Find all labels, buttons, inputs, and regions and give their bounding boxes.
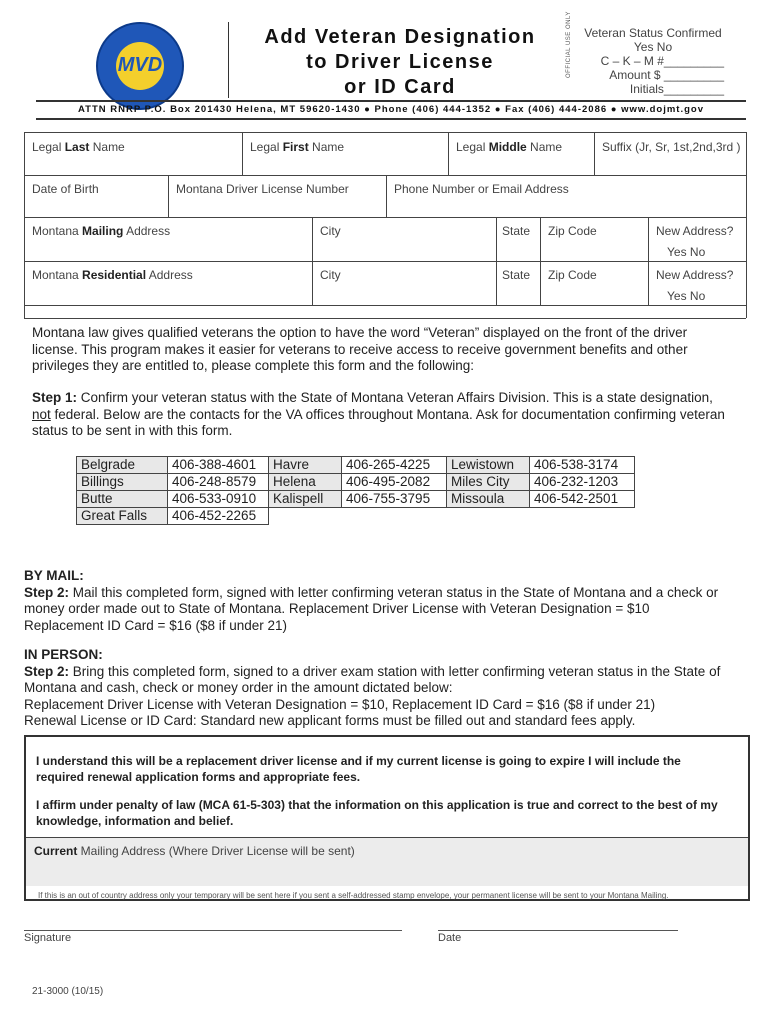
- grid-line: [24, 175, 746, 176]
- table-cell: 406-538-3174: [530, 457, 635, 474]
- understand-statement: I understand this will be a replacement driver license and if my current license is going to expire I will include the required renewal application forms and appropriate fees.: [36, 754, 681, 784]
- table-cell: 406-755-3795: [342, 491, 447, 508]
- grid-line: [648, 217, 649, 305]
- residential-zip-field[interactable]: Zip Code: [548, 268, 597, 282]
- table-cell: 406-388-4601: [168, 457, 269, 474]
- grid-line: [594, 132, 595, 175]
- in-person-heading: IN PERSON:: [24, 647, 103, 662]
- status-amount[interactable]: Amount $ _________: [609, 68, 724, 82]
- grid-line: [540, 217, 541, 305]
- mailing-state-field[interactable]: State: [502, 224, 531, 238]
- mailing-city-field[interactable]: City: [320, 224, 341, 238]
- mailing-zip-field[interactable]: Zip Code: [548, 224, 597, 238]
- grid-line: [496, 217, 497, 305]
- status-yes-no[interactable]: Yes No: [633, 40, 673, 54]
- table-cell-empty: [269, 508, 342, 525]
- intro-paragraph: Montana law gives qualified veterans the option to have the word “Veteran” displayed on the front of the driver license. This program makes it easier for veterans to receive access to receive government benefits and other privileges they are entitled to, please complete this form and the following:: [32, 325, 688, 373]
- header-divider: [228, 22, 229, 98]
- table-cell: 406-452-2265: [168, 508, 269, 525]
- table-cell: Helena: [269, 474, 342, 491]
- in-person-section: IN PERSON: Step 2: Bring this completed form, signed to a driver exam station with letter confirming veteran status in the State of Montana and cash, check or money order in the amount dictated below: Replacement Driver License with Veteran Designation = $10, Replacement ID Card = $16 ($8 if under 21) Renewal License or ID Card: Standard new applicant forms must be filled out and standard fees apply.: [24, 647, 739, 730]
- title-line-1: Add Veteran Designation: [264, 26, 536, 48]
- table-cell: 406-533-0910: [168, 491, 269, 508]
- out-of-country-note: If this is an out of country address only your temporary will be sent here if you sent a self-addressed stamp envelope, your permanent license will be sent to your Montana Mailing.: [38, 891, 669, 900]
- grid-line: [24, 305, 746, 306]
- mailing-address-field[interactable]: Montana Mailing Address: [32, 224, 171, 238]
- table-cell: 406-232-1203: [530, 474, 635, 491]
- date-line[interactable]: [438, 930, 678, 931]
- legal-first-name-field[interactable]: Legal First Name: [250, 140, 345, 154]
- logo-text: MVD: [117, 54, 163, 76]
- table-cell: Havre: [269, 457, 342, 474]
- affirm-statement: I affirm under penalty of law (MCA 61-5-303) that the information on this application is true and correct to the best of my knowledge, information and belief.: [36, 798, 718, 828]
- in-person-renewal: Renewal License or ID Card: Standard new applicant forms must be filled out and standard fees apply.: [24, 713, 636, 728]
- table-cell: Great Falls: [77, 508, 168, 525]
- table-cell: Miles City: [447, 474, 530, 491]
- mvd-logo: [96, 22, 184, 110]
- table-cell: Kalispell: [269, 491, 342, 508]
- table-cell: 406-495-2082: [342, 474, 447, 491]
- form-title: [250, 25, 550, 100]
- grid-line: [386, 175, 387, 217]
- residential-state-field[interactable]: State: [502, 268, 531, 282]
- mailing-new-address-label: New Address?: [656, 224, 734, 238]
- by-mail-heading: BY MAIL:: [24, 568, 84, 583]
- grid-line: [746, 132, 747, 318]
- date-label: Date: [438, 932, 462, 944]
- title-line-2: to Driver License: [306, 51, 494, 73]
- date-of-birth-field[interactable]: Date of Birth: [32, 182, 99, 196]
- grid-line: [24, 261, 746, 262]
- grid-line: [24, 132, 25, 318]
- grid-line: [24, 132, 746, 133]
- table-cell: Billings: [77, 474, 168, 491]
- affirmation-box: [24, 735, 750, 901]
- form-number: 21-3000 (10/15): [32, 986, 104, 997]
- table-row: [77, 508, 635, 525]
- phone-email-field[interactable]: Phone Number or Email Address: [394, 182, 569, 196]
- table-cell: 406-542-2501: [530, 491, 635, 508]
- va-contacts-table: [76, 456, 635, 525]
- table-cell: Lewistown: [447, 457, 530, 474]
- status-initials[interactable]: Initials_________: [629, 82, 724, 96]
- signature-label: Signature: [24, 932, 72, 944]
- table-row: [77, 474, 635, 491]
- residential-new-address-label: New Address?: [656, 268, 734, 282]
- table-row: [77, 457, 635, 474]
- table-cell: Belgrade: [77, 457, 168, 474]
- office-status-box: [578, 26, 728, 96]
- signature-line[interactable]: [24, 930, 402, 931]
- legal-middle-name-field[interactable]: Legal Middle Name: [456, 140, 563, 154]
- residential-city-field[interactable]: City: [320, 268, 341, 282]
- legal-last-name-field[interactable]: Legal Last Name: [32, 140, 125, 154]
- official-use-label: OFFICIAL USE ONLY: [566, 11, 572, 78]
- mail-id-fee: Replacement ID Card = $16 ($8 if under 21): [24, 617, 288, 633]
- grid-line: [24, 318, 746, 319]
- table-cell: 406-248-8579: [168, 474, 269, 491]
- residential-new-address-yes-no[interactable]: Yes No: [667, 289, 706, 303]
- status-title: Veteran Status Confirmed: [584, 26, 722, 40]
- suffix-field[interactable]: Suffix (Jr, Sr, 1st,2nd,3rd ): [602, 140, 741, 154]
- table-cell: 406-265-4225: [342, 457, 447, 474]
- grid-line: [242, 132, 243, 175]
- by-mail-section: BY MAIL: Step 2: Mail this completed form, signed with letter confirming veteran status in the State of Montana and a check or money order made out to State of Montana. Replacement Driver License with Veteran Designation = $10 Replacement ID Card = $16 ($8 if under 21): [24, 568, 739, 634]
- step1-paragraph: Step 1: Confirm your veteran status with the State of Montana Veteran Affairs Division. This is a state designation, not federal. Below are the contacts for the VA offices throughout Montana. Ask for documentation confirming veteran status to be sent in with this form.: [32, 390, 725, 438]
- table-cell: Missoula: [447, 491, 530, 508]
- table-cell-empty: [447, 508, 530, 525]
- address-bar: ATTN RNRP P.O. Box 201430 Helena, MT 59620-1430 ● Phone (406) 444-1352 ● Fax (406) 444-2086 ● www.dojmt.gov: [36, 100, 746, 120]
- table-cell: Butte: [77, 491, 168, 508]
- table-cell-empty: [342, 508, 447, 525]
- grid-line: [312, 217, 313, 305]
- table-cell-empty: [530, 508, 635, 525]
- in-person-fees: Replacement Driver License with Veteran Designation = $10, Replacement ID Card = $16 ($8 if under 21): [24, 696, 656, 712]
- license-number-field[interactable]: Montana Driver License Number: [176, 182, 349, 196]
- mailing-new-address-yes-no[interactable]: Yes No: [667, 245, 706, 259]
- residential-address-field[interactable]: Montana Residential Address: [32, 268, 193, 282]
- grid-line: [448, 132, 449, 175]
- table-row: [77, 491, 635, 508]
- grid-line: [24, 217, 746, 218]
- grid-line: [168, 175, 169, 217]
- status-ckm[interactable]: C – K – M #_________: [600, 54, 724, 68]
- current-mailing-address-field[interactable]: Current Mailing Address (Where Driver License will be sent): [26, 837, 748, 886]
- title-line-3: or ID Card: [344, 76, 456, 98]
